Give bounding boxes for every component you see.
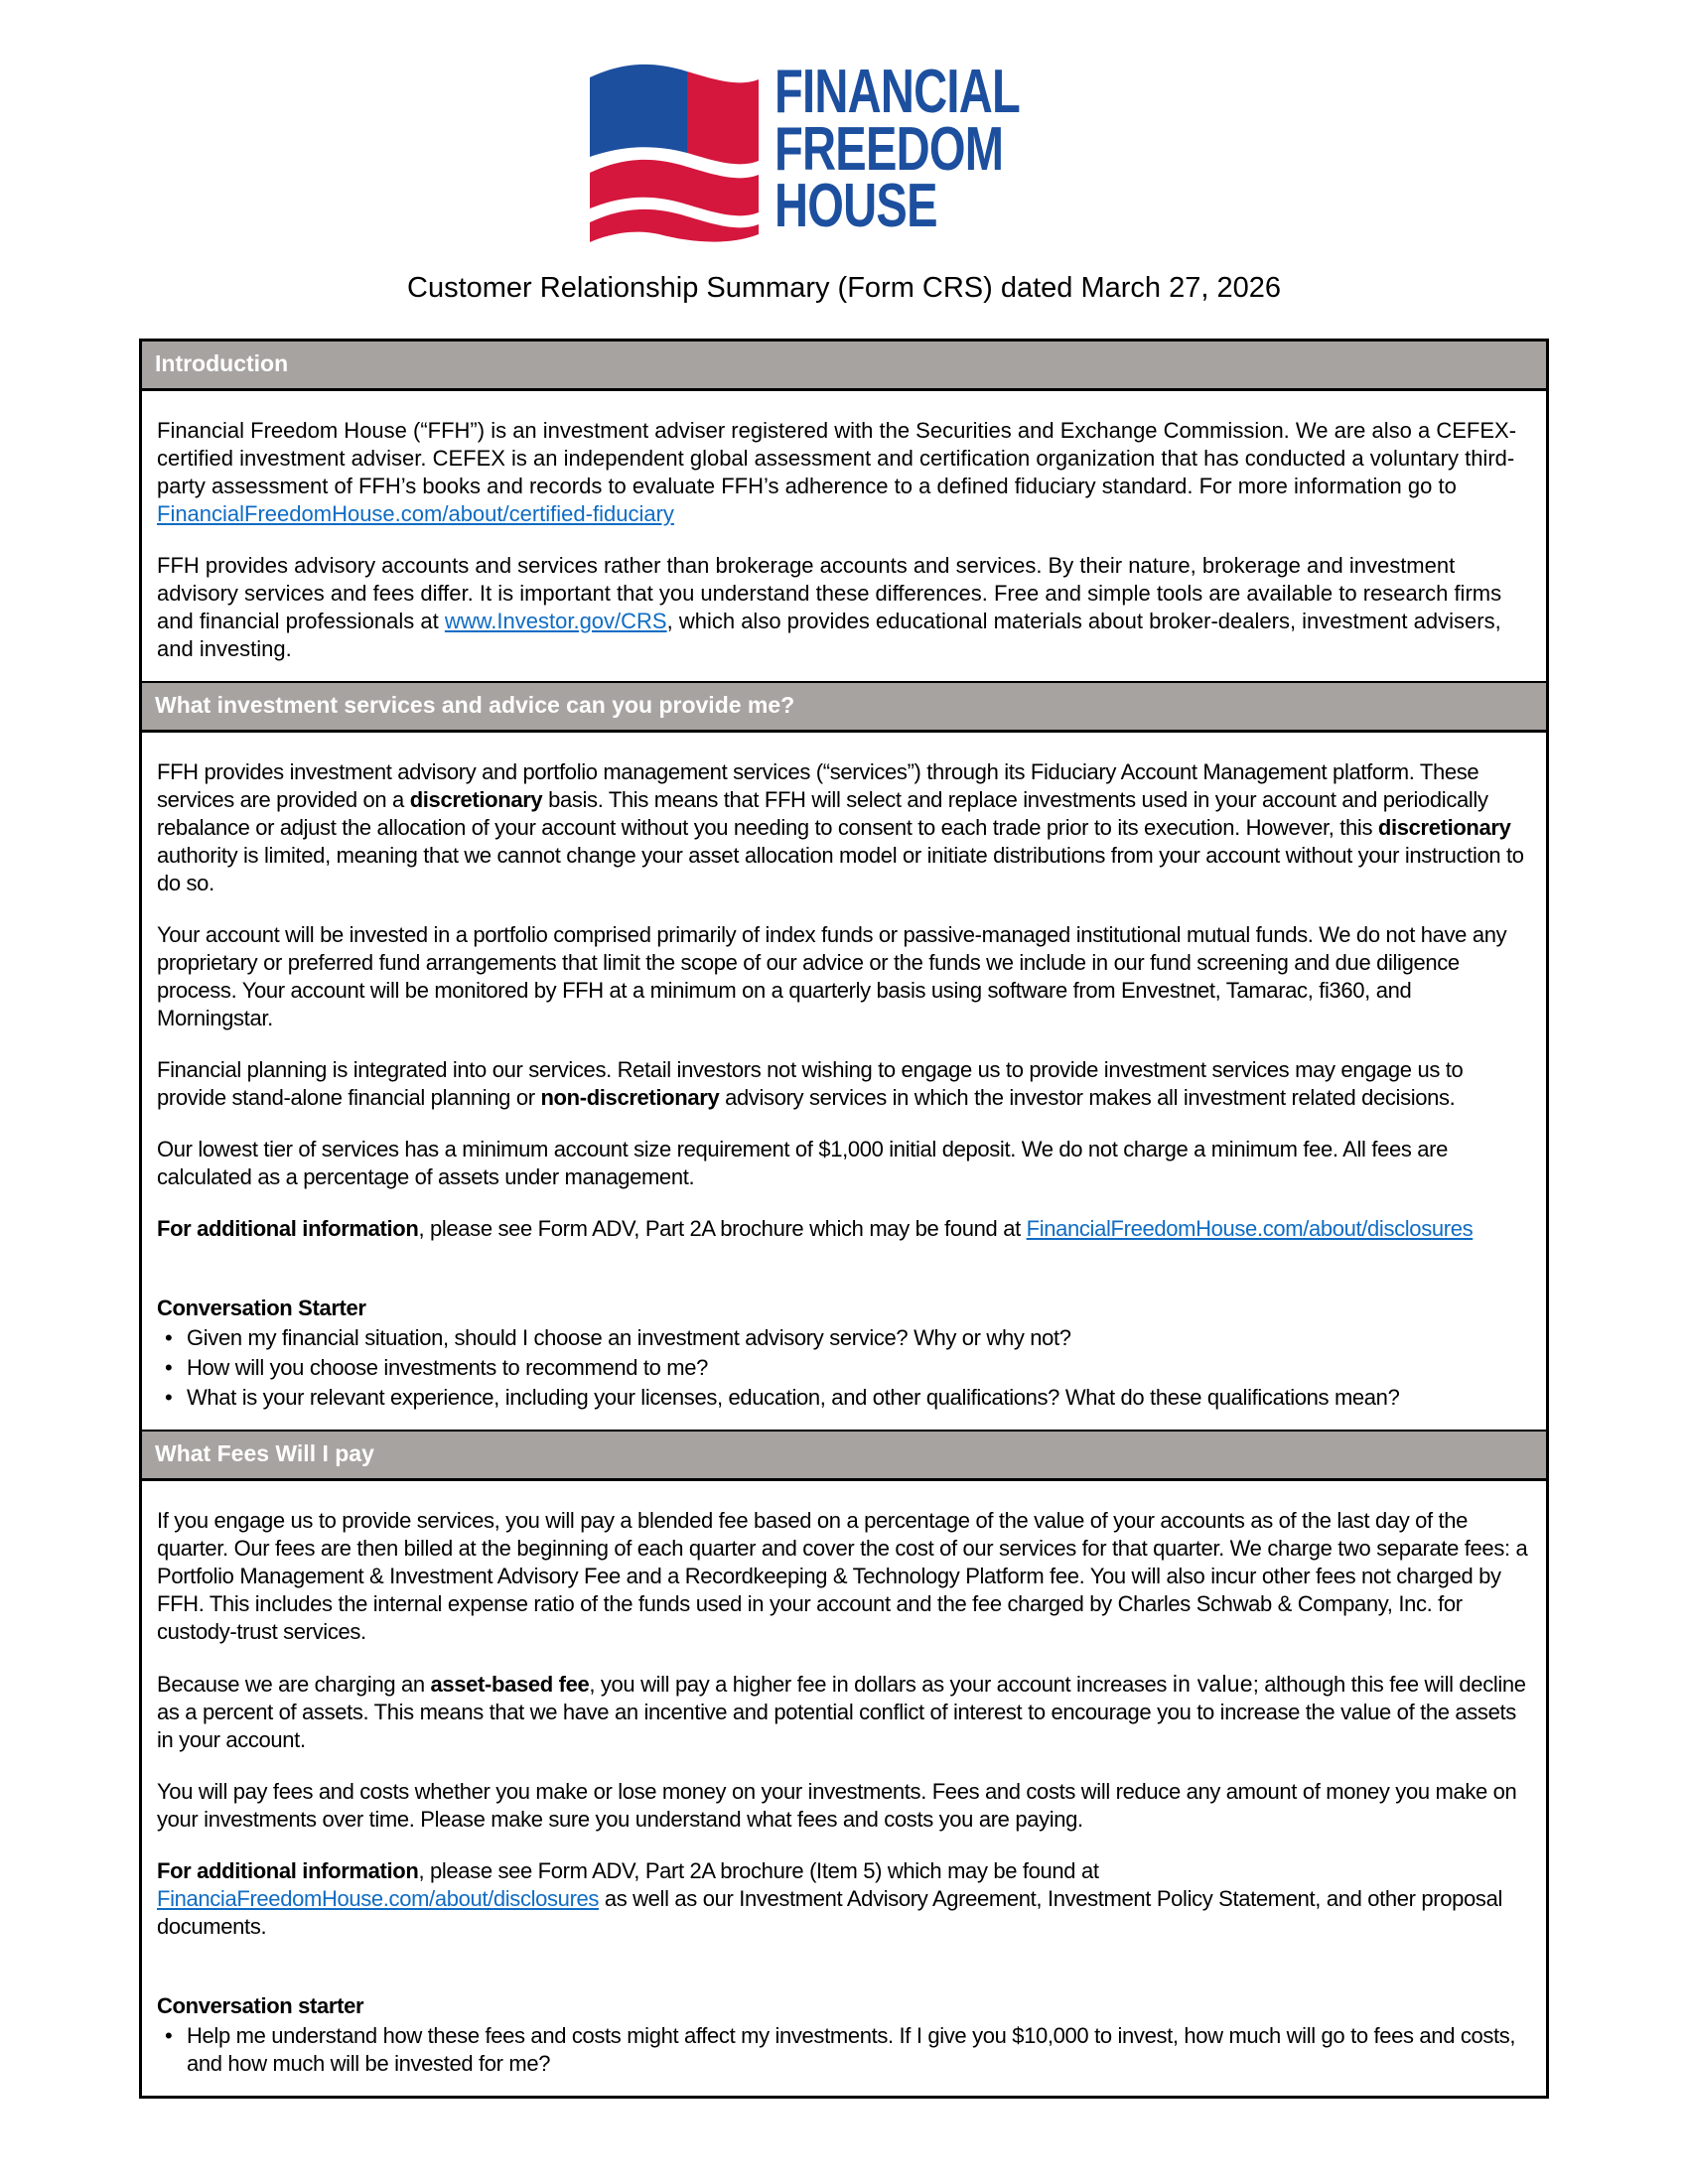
bold-text: discretionary <box>1377 815 1511 840</box>
conversation-starter-label: Conversation starter <box>157 1993 364 2018</box>
form-crs-table <box>139 339 1549 2099</box>
bold-text: asset-based fee <box>430 1672 590 1697</box>
logo-word-financial: FINANCIAL <box>774 58 1021 126</box>
company-logo-wordmark <box>774 58 1021 241</box>
body-text: Your account will be invested in a portfolio comprised primarily of index funds or passive-managed institutional mutual funds. We do not have any proprietary or preferred fund arrangements that limit the scope of our advice or the funds we include in our fund screening and due diligence process. Your account will be monitored by FFH at a minimum on a quarterly basis using software from Envestnet, Tamarac, fi360, and Morningstar. <box>157 922 1507 1030</box>
body-text: basis. This means that FFH will select and replace investments used in your account and periodically rebalance or adjust the allocation of your account without you needing to consent to each trade prior to its execution. However, this <box>157 787 1488 840</box>
body-text: FFH provides advisory accounts and services rather than brokerage accounts and services. By their nature, brokerage and investment advisory services and fees differ. It is important that you understand these differences. Free and simple tools are available to research firms and financial professionals at <box>157 553 1502 633</box>
logo-word-freedom: FREEDOM <box>774 114 1004 184</box>
paragraph <box>157 1507 1531 1646</box>
body-text: How will you choose investments to recommend to me? <box>187 1355 709 1380</box>
paragraph <box>157 1778 1531 1834</box>
paragraph <box>157 552 1531 663</box>
body-text: , please see Form ADV, Part 2A brochure which may be found at <box>418 1216 1027 1241</box>
section-header: Introduction <box>142 341 1546 391</box>
body-text: Because we are charging an <box>157 1672 431 1697</box>
paragraph <box>157 1056 1531 1112</box>
paragraph <box>157 417 1531 528</box>
emphasized-text: in value <box>1172 1671 1253 1697</box>
bold-text: For additional information <box>157 1858 419 1883</box>
body-text: authority is limited, meaning that we cannot change your asset allocation model or initiate distributions from your account without your instruction to do so. <box>157 843 1524 895</box>
body-text: , please see Form ADV, Part 2A brochure (Item 5) which may be found at <box>418 1858 1099 1883</box>
bullet-item <box>157 2022 1531 2078</box>
body-text: Given my financial situation, should I choose an investment advisory service? Why or why not? <box>187 1325 1071 1350</box>
paragraph <box>157 1136 1531 1191</box>
crs-section <box>142 341 1546 681</box>
paragraph <box>157 921 1531 1032</box>
section-body <box>142 1481 1546 2096</box>
body-text: FFH provides investment advisory and portfolio management services (“services”) through its Fiduciary Account Management platform. These services are provided on a <box>157 759 1479 812</box>
section-header: What investment services and advice can you provide me? <box>142 681 1546 733</box>
paragraph <box>157 1215 1531 1243</box>
bold-text: non-discretionary <box>540 1085 720 1110</box>
body-text: Our lowest tier of services has a minimum account size requirement of $1,000 initial deposit. We do not charge a minimum fee. All fees are calculated as a percentage of assets under management. <box>157 1137 1449 1189</box>
section-body <box>142 733 1546 1430</box>
hyperlink[interactable]: FinancialFreedomHouse.com/about/disclosures <box>1026 1216 1474 1241</box>
section-header: What Fees Will I pay <box>142 1430 1546 1481</box>
body-text: If you engage us to provide services, you will pay a blended fee based on a percentage of the value of your accounts as of the last day of the quarter. Our fees are then billed at the beginning of each quarter and cover the cost of our services for that quarter. We charge two separate fees: a Portfolio Management & Investment Advisory Fee and a Recordkeeping & Technology Platform fee. You will also incur other fees not charged by FFH. This includes the internal expense ratio of the funds used in your account and the fee charged by Charles Schwab & Company, Inc. for custody-trust services. <box>157 1508 1528 1644</box>
body-text: Financial planning is integrated into our services. Retail investors not wishing to engage us to provide investment services may engage us to provide stand-alone financial planning or <box>157 1057 1464 1110</box>
paragraph <box>157 758 1531 897</box>
crs-section <box>142 681 1546 1430</box>
body-text: ; although this fee will decline as a percent of assets. This means that we have an incentive and potential conflict of interest to encourage you to increase the value of the assets in your account. <box>157 1672 1526 1752</box>
document-title: Customer Relationship Summary (Form CRS) dated March 27, 2026 <box>407 272 1281 304</box>
bold-text: For additional information <box>157 1216 419 1241</box>
section-body <box>142 391 1546 681</box>
hyperlink[interactable]: FinanciaFreedomHouse.com/about/disclosures <box>157 1886 600 1911</box>
bullet-item <box>157 1354 1531 1382</box>
paragraph <box>157 1857 1531 1941</box>
body-text: advisory services in which the investor makes all investment related decisions. <box>719 1085 1456 1110</box>
bullet-list <box>157 2022 1531 2078</box>
body-text: , which also provides educational materials about broker-dealers, investment advisers, and investing. <box>157 609 1501 661</box>
bullet-item <box>157 1384 1531 1412</box>
body-text: You will pay fees and costs whether you make or lose money on your investments. Fees and costs will reduce any amount of money you make on your investments over time. Please make sure you understand what fees and costs you are paying. <box>157 1779 1517 1832</box>
logo-word-house: HOUSE <box>774 172 938 241</box>
bullet-item <box>157 1324 1531 1352</box>
company-logo <box>0 0 1688 246</box>
body-text: What is your relevant experience, including your licenses, education, and other qualifications? What do these qualifications mean? <box>187 1385 1400 1410</box>
hyperlink[interactable]: www.Investor.gov/CRS <box>444 609 667 633</box>
conversation-starter-label: Conversation Starter <box>157 1296 366 1320</box>
body-text: as well as our Investment Advisory Agreement, Investment Policy Statement, and other proposal documents. <box>157 1886 1502 1939</box>
body-text: Help me understand how these fees and costs might affect my investments. If I give you $10,000 to invest, how much will go to fees and costs, and how much will be invested for me? <box>187 2023 1516 2076</box>
paragraph <box>157 1670 1531 1754</box>
hyperlink[interactable]: FinancialFreedomHouse.com/about/certified-fiduciary <box>157 501 674 526</box>
flag-logo-icon <box>590 58 759 246</box>
body-text: , you will pay a higher fee in dollars as your account increases <box>589 1672 1173 1697</box>
crs-section <box>142 1430 1546 2096</box>
bold-text: discretionary <box>409 787 543 812</box>
body-text: Financial Freedom House (“FFH”) is an investment adviser registered with the Securities and Exchange Commission. We are also a CEFEX-certified investment adviser. CEFEX is an independent global assessment and certification organization that has conducted a voluntary third-party assessment of FFH’s books and records to evaluate FFH’s adherence to a defined fiduciary standard. For more information go to <box>157 418 1517 498</box>
bullet-list <box>157 1324 1531 1412</box>
